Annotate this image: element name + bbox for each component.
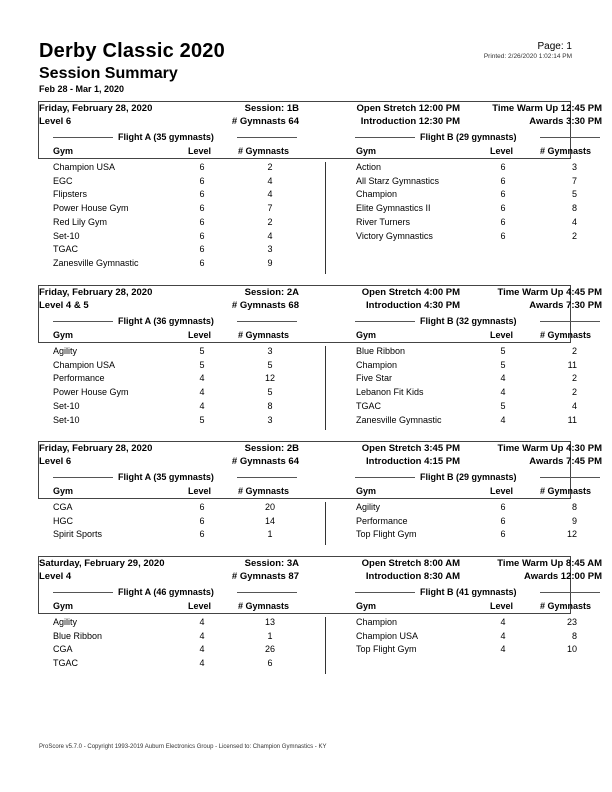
session-total-gymnasts: # Gymnasts 64	[231, 116, 299, 127]
page-number: Page: 1	[537, 41, 572, 52]
column-divider	[325, 346, 326, 430]
gym-name: Zanesville Gymnastic	[356, 414, 442, 425]
session-level: Level 6	[39, 116, 72, 127]
flight-a-label: Flight A (35 gymnasts)	[118, 132, 214, 142]
gym-gymnast-count: 8	[571, 203, 577, 214]
open-stretch-time: Open Stretch 3:45 PM	[361, 443, 460, 454]
gym-name: HGC	[53, 515, 73, 526]
gym-name: Blue Ribbon	[356, 346, 406, 356]
col-header-level: Level	[490, 330, 514, 340]
gym-gymnast-count: 1	[267, 630, 273, 641]
report-subtitle: Session Summary	[39, 65, 178, 82]
col-header-gym: Gym	[356, 486, 377, 496]
gym-name: TGAC	[53, 658, 79, 669]
gym-name: Flipsters	[53, 189, 88, 200]
col-header-level: Level	[188, 330, 212, 340]
gym-level: 6	[199, 515, 205, 526]
gym-level: 6	[199, 216, 205, 227]
gym-name: Action	[356, 162, 382, 172]
gym-level: 6	[199, 529, 205, 540]
rule-line	[53, 321, 113, 322]
gym-name: Blue Ribbon	[53, 630, 103, 641]
gym-level: 6	[199, 203, 205, 214]
rule-line	[53, 137, 113, 138]
col-header-level: Level	[490, 601, 514, 611]
gym-level: 4	[500, 414, 506, 425]
gym-name: Victory Gymnastics	[356, 230, 433, 241]
flight-b-label: Flight B (29 gymnasts)	[420, 472, 517, 482]
gym-gymnast-count: 2	[267, 216, 273, 227]
col-header-gymnasts: # Gymnasts	[238, 486, 290, 496]
rule-line	[237, 137, 297, 138]
gym-gymnast-count: 26	[264, 644, 275, 655]
gym-gymnast-count: 7	[571, 175, 577, 186]
gym-gymnast-count: 3	[267, 414, 273, 425]
awards-time: Awards 3:30 PM	[529, 116, 602, 127]
gym-name: Agility	[53, 617, 78, 627]
gym-name: Set-10	[53, 230, 80, 241]
gym-level: 5	[500, 346, 506, 356]
gym-level: 4	[500, 630, 506, 641]
col-header-gym: Gym	[53, 330, 74, 340]
gym-name: Champion	[356, 617, 398, 627]
session-id: Session: 3A	[244, 558, 299, 569]
gym-gymnast-count: 13	[264, 617, 275, 627]
gym-gymnast-count: 9	[267, 257, 273, 268]
gym-gymnast-count: 4	[571, 400, 577, 411]
gym-name: Power House Gym	[53, 387, 129, 398]
rule-line	[237, 592, 297, 593]
session-id: Session: 2B	[244, 443, 299, 454]
flight-a-label: Flight A (36 gymnasts)	[118, 316, 214, 326]
session-id: Session: 1B	[244, 103, 299, 114]
rule-line	[355, 592, 415, 593]
gym-name: CGA	[53, 644, 73, 655]
gym-name: TGAC	[356, 400, 382, 411]
gym-level: 6	[500, 175, 506, 186]
open-stretch-time: Open Stretch 8:00 AM	[361, 558, 460, 569]
rule-line	[53, 477, 113, 478]
gym-gymnast-count: 2	[571, 387, 577, 398]
gym-name: TGAC	[53, 244, 79, 255]
col-header-gym: Gym	[53, 486, 74, 496]
gym-level: 6	[500, 162, 506, 172]
flight-b-label: Flight B (41 gymnasts)	[420, 587, 517, 597]
gym-level: 5	[199, 346, 205, 356]
gym-gymnast-count: 11	[567, 414, 577, 425]
gym-level: 6	[500, 216, 506, 227]
gym-name: Lebanon Fit Kids	[356, 387, 424, 398]
col-header-gymnasts: # Gymnasts	[238, 146, 290, 156]
gym-gymnast-count: 3	[571, 162, 577, 172]
col-header-gymnasts: # Gymnasts	[238, 330, 290, 340]
gym-gymnast-count: 7	[267, 203, 273, 214]
gym-gymnast-count: 4	[571, 216, 577, 227]
gym-gymnast-count: 8	[267, 400, 273, 411]
gym-level: 4	[199, 400, 205, 411]
flight-b-label: Flight B (29 gymnasts)	[420, 132, 517, 142]
flight-b-label: Flight B (32 gymnasts)	[420, 316, 517, 326]
col-header-gymnasts: # Gymnasts	[238, 601, 290, 611]
warm-up-time: Time Warm Up 4:30 PM	[497, 443, 602, 454]
gym-gymnast-count: 2	[571, 346, 577, 356]
col-header-level: Level	[490, 486, 514, 496]
gym-level: 6	[199, 175, 205, 186]
gym-level: 4	[500, 617, 506, 627]
gym-level: 4	[500, 644, 506, 655]
introduction-time: Introduction 4:15 PM	[366, 456, 460, 467]
gym-name: Champion USA	[53, 359, 116, 370]
gym-level: 6	[199, 244, 205, 255]
gym-level: 6	[500, 529, 506, 540]
gym-name: Zanesville Gymnastic	[53, 257, 139, 268]
awards-time: Awards 7:30 PM	[529, 300, 602, 311]
gym-level: 4	[199, 373, 205, 384]
session-date: Friday, February 28, 2020	[39, 103, 153, 114]
col-header-gym: Gym	[356, 330, 377, 340]
gym-gymnast-count: 5	[267, 359, 273, 370]
introduction-time: Introduction 4:30 PM	[366, 300, 460, 311]
gym-gymnast-count: 4	[267, 189, 273, 200]
warm-up-time: Time Warm Up 12:45 PM	[492, 103, 602, 114]
session-level: Level 6	[39, 456, 72, 467]
date-range: Feb 28 - Mar 1, 2020	[39, 84, 125, 94]
gym-level: 6	[199, 189, 205, 200]
awards-time: Awards 7:45 PM	[529, 456, 602, 467]
gym-level: 5	[199, 359, 205, 370]
gym-gymnast-count: 2	[571, 230, 577, 241]
gym-gymnast-count: 3	[267, 346, 273, 356]
flight-a-label: Flight A (35 gymnasts)	[118, 472, 214, 482]
gym-name: River Turners	[356, 216, 411, 227]
gym-name: Five Star	[356, 373, 393, 384]
gym-name: Champion	[356, 359, 398, 370]
gym-gymnast-count: 2	[267, 162, 273, 172]
gym-name: Elite Gymnastics II	[356, 203, 431, 214]
gym-name: All Starz Gymnastics	[356, 175, 440, 186]
gym-gymnast-count: 5	[571, 189, 577, 200]
session-date: Friday, February 28, 2020	[39, 287, 153, 298]
warm-up-time: Time Warm Up 4:45 PM	[497, 287, 602, 298]
col-header-level: Level	[490, 146, 514, 156]
session-level: Level 4	[39, 571, 72, 582]
footer-copyright: ProScore v5.7.0 - Copyright 1993-2019 Auburn Electronics Group - Licensed to: Champion Gymnastics - KY	[39, 744, 327, 750]
gym-level: 4	[500, 387, 506, 398]
col-header-level: Level	[188, 146, 212, 156]
rule-line	[355, 477, 415, 478]
gym-gymnast-count: 1	[267, 529, 273, 540]
gym-gymnast-count: 4	[267, 175, 273, 186]
gym-gymnast-count: 12	[566, 529, 577, 540]
gym-level: 6	[500, 502, 506, 512]
col-header-gymnasts: # Gymnasts	[540, 146, 592, 156]
gym-level: 4	[199, 617, 205, 627]
session-total-gymnasts: # Gymnasts 68	[231, 300, 299, 311]
gym-gymnast-count: 3	[267, 244, 273, 255]
col-header-gym: Gym	[53, 601, 74, 611]
introduction-time: Introduction 12:30 PM	[360, 116, 460, 127]
gym-level: 6	[500, 203, 506, 214]
meet-title: Derby Classic 2020	[39, 40, 225, 62]
rule-line	[355, 137, 415, 138]
introduction-time: Introduction 8:30 AM	[365, 571, 460, 582]
col-header-gym: Gym	[53, 146, 74, 156]
gym-level: 6	[199, 162, 205, 172]
gym-name: Spirit Sports	[53, 529, 103, 540]
col-header-gym: Gym	[356, 601, 377, 611]
gym-name: Set-10	[53, 414, 80, 425]
gym-gymnast-count: 23	[566, 617, 577, 627]
awards-time: Awards 12:00 PM	[524, 571, 602, 582]
col-header-gym: Gym	[356, 146, 377, 156]
gym-name: Agility	[53, 346, 78, 356]
gym-name: Red Lily Gym	[53, 216, 108, 227]
session-date: Saturday, February 29, 2020	[39, 558, 165, 569]
gym-name: EGC	[53, 175, 73, 186]
gym-name: Agility	[356, 502, 381, 512]
gym-gymnast-count: 4	[267, 230, 273, 241]
gym-level: 4	[199, 630, 205, 641]
gym-level: 6	[500, 189, 506, 200]
gym-gymnast-count: 2	[571, 373, 577, 384]
column-divider	[325, 162, 326, 274]
rule-line	[237, 321, 297, 322]
gym-level: 5	[500, 359, 506, 370]
gym-name: Top Flight Gym	[356, 644, 417, 655]
gym-gymnast-count: 11	[567, 359, 577, 370]
gym-level: 4	[199, 658, 205, 669]
gym-level: 4	[199, 644, 205, 655]
rule-line	[355, 321, 415, 322]
rule-line	[540, 321, 600, 322]
col-header-level: Level	[188, 486, 212, 496]
gym-name: Performance	[356, 515, 408, 526]
rule-line	[540, 477, 600, 478]
column-divider	[325, 617, 326, 674]
open-stretch-time: Open Stretch 12:00 PM	[356, 103, 460, 114]
gym-level: 6	[500, 515, 506, 526]
session-total-gymnasts: # Gymnasts 64	[231, 456, 299, 467]
rule-line	[53, 592, 113, 593]
gym-gymnast-count: 5	[267, 387, 273, 398]
session-id: Session: 2A	[244, 287, 299, 298]
gym-gymnast-count: 9	[571, 515, 577, 526]
flight-a-label: Flight A (46 gymnasts)	[118, 587, 214, 597]
gym-level: 6	[199, 502, 205, 512]
session-level: Level 4 & 5	[39, 300, 89, 311]
printed-timestamp: Printed: 2/26/2020 1:02:14 PM	[483, 53, 572, 60]
gym-name: CGA	[53, 502, 73, 512]
session-date: Friday, February 28, 2020	[39, 443, 153, 454]
gym-level: 5	[500, 400, 506, 411]
gym-gymnast-count: 14	[264, 515, 275, 526]
rule-line	[540, 592, 600, 593]
col-header-gymnasts: # Gymnasts	[540, 601, 592, 611]
gym-gymnast-count: 8	[571, 630, 577, 641]
gym-level: 4	[199, 387, 205, 398]
gym-gymnast-count: 6	[267, 658, 273, 669]
gym-level: 5	[199, 414, 205, 425]
gym-name: Power House Gym	[53, 203, 129, 214]
gym-name: Champion	[356, 189, 398, 200]
gym-name: Set-10	[53, 400, 80, 411]
gym-name: Champion USA	[356, 630, 419, 641]
rule-line	[540, 137, 600, 138]
gym-name: Champion USA	[53, 162, 116, 172]
gym-name: Performance	[53, 373, 105, 384]
gym-gymnast-count: 8	[571, 502, 577, 512]
rule-line	[237, 477, 297, 478]
gym-gymnast-count: 12	[264, 373, 275, 384]
col-header-level: Level	[188, 601, 212, 611]
gym-gymnast-count: 10	[566, 644, 577, 655]
col-header-gymnasts: # Gymnasts	[540, 330, 592, 340]
open-stretch-time: Open Stretch 4:00 PM	[361, 287, 460, 298]
gym-gymnast-count: 20	[264, 502, 275, 512]
gym-level: 6	[199, 257, 205, 268]
col-header-gymnasts: # Gymnasts	[540, 486, 592, 496]
gym-level: 6	[199, 230, 205, 241]
warm-up-time: Time Warm Up 8:45 AM	[497, 558, 602, 569]
session-total-gymnasts: # Gymnasts 87	[231, 571, 299, 582]
gym-level: 4	[500, 373, 506, 384]
column-divider	[325, 502, 326, 545]
gym-level: 6	[500, 230, 506, 241]
gym-name: Top Flight Gym	[356, 529, 417, 540]
